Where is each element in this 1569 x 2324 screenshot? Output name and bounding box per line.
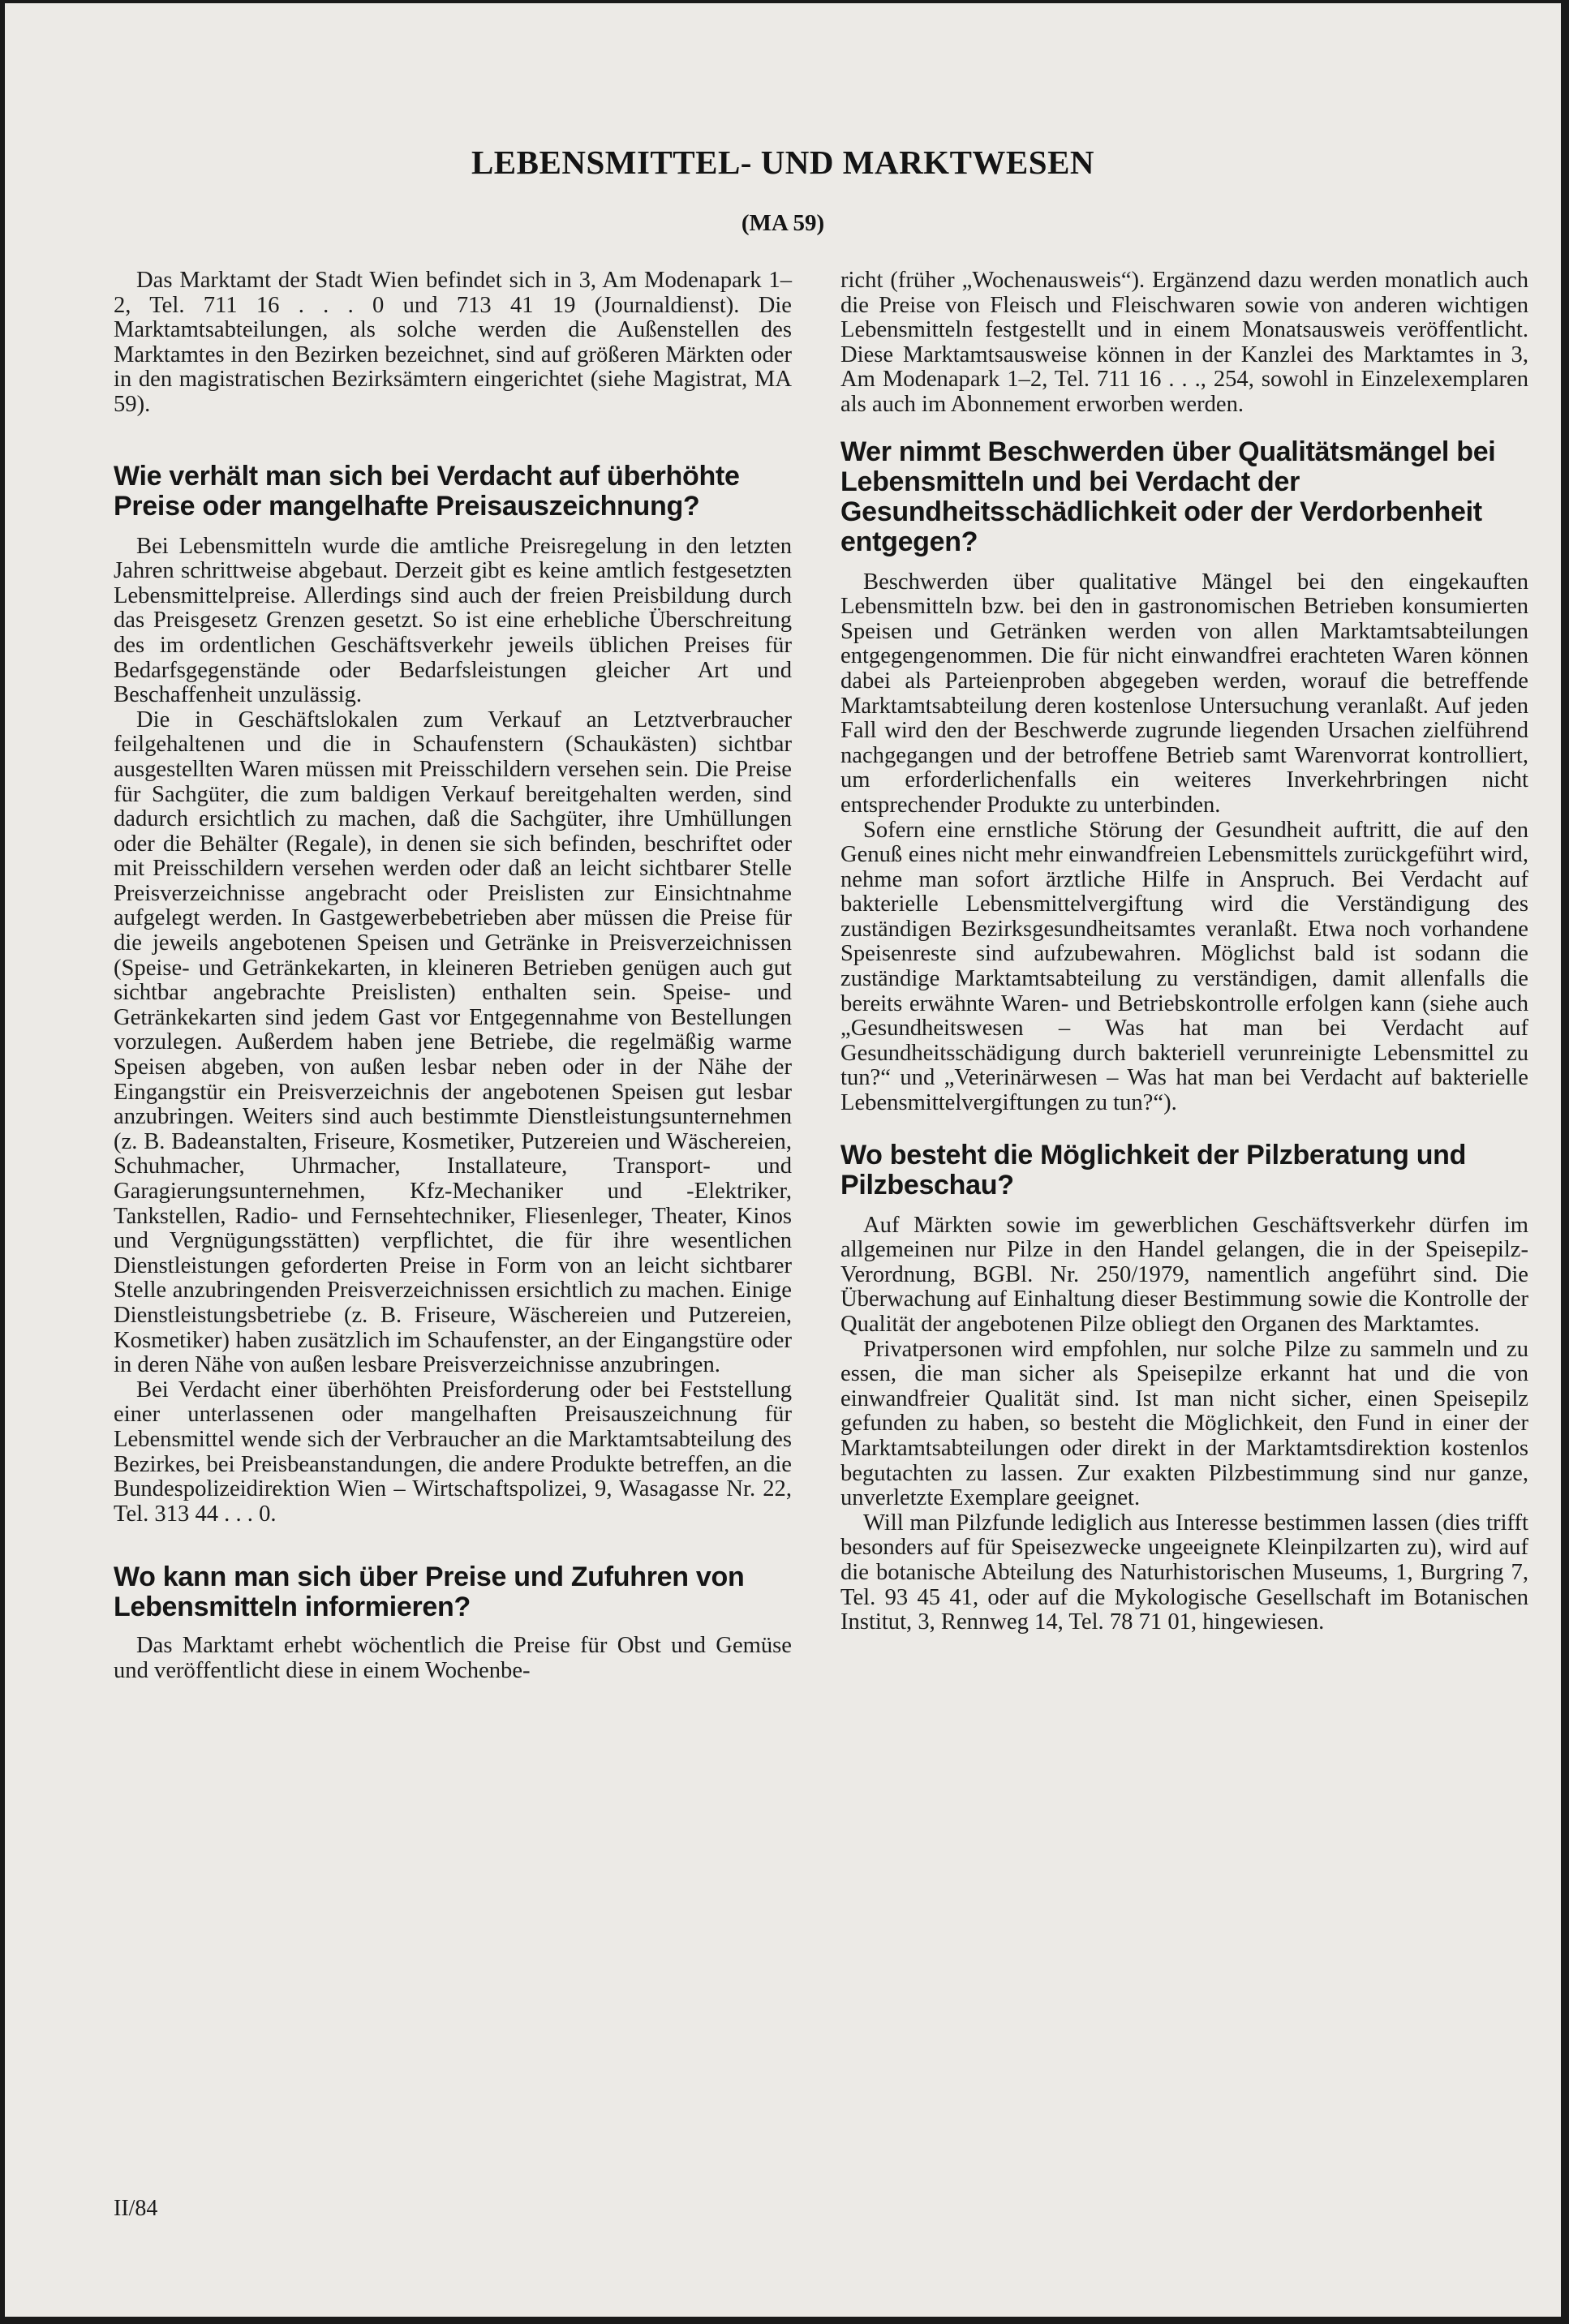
paragraph-price-complaints: Bei Verdacht einer überhöhten Preisforderung oder bei Feststellung einer unterlassenen oder mangelhaften Preisauszeichnung für Lebensmittel wende sich der Verbraucher an die Marktamtsabteilung des Bezirkes, bei Preisbeanstandungen, die andere Produkte betreffen, an die Bundespolizeidirektion Wien – Wirtschaftspolizei, 9, Wasagasse Nr. 22, Tel. 313 44 . . . 0. — [114, 1377, 792, 1527]
paragraph-mushroom-trade: Auf Märkten sowie im gewerblichen Geschäftsverkehr dürfen im allgemeinen nur Pilze in den Handel gelangen, die in der Speisepilz-Verordnung, BGBl. Nr. 250/1979, namentlich angeführt sind. Die Überwachung auf Einhaltung dieser Bestimmung sowie die Kontrolle der Qualität der angebotenen Pilze obliegt den Organen des Marktamtes. — [840, 1212, 1528, 1337]
section-heading-quality-complaints: Wer nimmt Beschwerden über Qualitätsmängel bei Lebensmitteln und bei Verdacht der Gesundheitsschädlichkeit oder der Verdorbenheit entgegen? — [840, 436, 1496, 557]
paragraph-weekly-report-start: Das Marktamt erhebt wöchentlich die Preise für Obst und Gemüse und veröffentlicht diese in einem Wochenbe- — [114, 1633, 792, 1683]
document-page — [5, 3, 1561, 2317]
right-column — [840, 268, 1528, 1635]
page-title: LEBENSMITTEL- UND MARKTWESEN — [471, 144, 1095, 181]
paragraph-mushroom-identification: Will man Pilzfunde lediglich aus Interesse bestimmen lassen (dies trifft besonders auf für Speisezwecke ungeeignete Kleinpilzarten zu), wird auf die botanische Abteilung des Naturhistorischen Museums, 1, Burgring 7, Tel. 93 45 41, oder auf die Mykologische Gesellschaft im Botanischen Institut, 3, Rennweg 14, Tel. 78 71 01, hingewiesen. — [840, 1510, 1528, 1635]
intro-paragraph: Das Marktamt der Stadt Wien befindet sich in 3, Am Modenapark 1–2, Tel. 711 16 . . . 0 und 713 41 19 (Journaldienst). Die Marktamtsabteilungen, als solche werden die Außenstellen des Marktamtes in den Bezirken bezeichnet, sind auf größeren Märkten oder in den magistratischen Bezirksämtern eingerichtet (siehe Magistrat, MA 59). — [114, 268, 792, 417]
paragraph-price-labelling: Die in Geschäftslokalen zum Verkauf an Letztverbraucher feilgehaltenen und die in Schaufenstern (Schaukästen) sichtbar ausgestellten Waren müssen mit Preisschildern versehen sein. Die Preise für Sachgüter, die zum baldigen Verkauf bereitgehalten werden, sind dadurch ersichtlich zu machen, daß die Sachgüter, ihre Umhüllungen oder die Behälter (Regale), in denen sie sich befinden, beschriftet oder mit Preisschildern versehen werden oder daß an leicht sichtbarer Stelle Preisverzeichnisse angebracht oder Preislisten zur Einsichtnahme aufgelegt werden. In Gastgewerbebetrieben aber müssen die Preise für die jeweils angebotenen Speisen und Getränke in Preisverzeichnissen (Speise- und Getränkekarten, in kleineren Betrieben genügen auch gut sichtbar angebrachte Preislisten) enthalten sein. Speise- und Getränkekarten sind jedem Gast vor Entgegennahme von Bestellungen vorzulegen. Außerdem haben jene Betriebe, die regelmäßig warme Speisen abgeben, von außen lesbar neben oder in der Nähe der Eingangstür ein Preisverzeichnis der angebotenen Speisen gut lesbar anzubringen. Weiters sind auch bestimmte Dienstleistungsunternehmen (z. B. Badeanstalten, Friseure, Kosmetiker, Putzereien und Wäschereien, Schuhmacher, Uhrmacher, Installateure, Transport- und Garagierungsunternehmen, Kfz-Mechaniker und -Elektriker, Tankstellen, Radio- und Fernsehtechniker, Fliesenleger, Theater, Kinos und Vergnügungsstätten) verpflichtet, die für ihre wesentlichen Dienstleistungen geforderten Preise in Form von an leicht sichtbarer Stelle anzubringenden Preisverzeichnissen ersichtlich zu machen. Einige Dienstleistungsbetriebe (z. B. Friseure, Wäschereien und Putzereien, Kosmetiker) haben zusätzlich im Schaufenster, an der Eingangstüre oder in deren Nähe von außen lesbare Preisverzeichnisse anzubringen. — [114, 707, 792, 1378]
left-column — [114, 268, 792, 1684]
paragraph-mushroom-private: Privatpersonen wird empfohlen, nur solche Pilze zu sammeln und zu essen, die man sicher als Speisepilze erkannt hat und die von einwandfreier Qualität sind. Ist man nicht sicher, einen Speisepilz gefunden zu haben, so besteht die Möglichkeit, den Fund in einer der Marktamtsabteilungen oder direkt in der Marktamtsdirektion kostenlos begutachten zu lassen. Zur exakten Pilzbestimmung sind nur ganze, unverletzte Exemplare geeignet. — [840, 1336, 1528, 1511]
paragraph-price-regulation: Bei Lebensmitteln wurde die amtliche Preisregelung in den letzten Jahren schrittweise abgebaut. Derzeit gibt es keine amtlich festgesetzten Lebensmittelpreise. Allerdings sind auch der freien Preisbildung durch das Preisgesetz Grenzen gesetzt. So ist eine erhebliche Überschreitung des im ordentlichen Geschäftsverkehr jeweils üblichen Preises für Bedarfsgegenstände oder Bedarfsleistungen gleicher Art und Beschaffenheit unzulässig. — [114, 533, 792, 708]
page-number: II/84 — [114, 2196, 158, 2221]
paragraph-quality-complaints: Beschwerden über qualitative Mängel bei den eingekauften Lebensmitteln bzw. bei den in gastronomischen Betrieben konsumierten Speisen und Getränken werden von allen Marktamtsabteilungen entgegengenommen. Die für nicht einwandfrei erachteten Waren können dabei als Parteienproben abgegeben werden, worauf die betreffende Marktamtsabteilung deren kostenlose Untersuchung veranlaßt. Auf jeden Fall wird den der Beschwerde zugrunde liegenden Ursachen zielführend nachgegangen und der betroffene Betrieb samt Warenvorrat kontrolliert, um erforderlichenfalls ein weiteres Inverkehrbringen nicht entsprechender Produkte zu unterbinden. — [840, 569, 1528, 818]
section-heading-price-info: Wo kann man sich über Preise und Zufuhren von Lebensmitteln informieren? — [114, 1562, 745, 1623]
paragraph-health-incident: Sofern eine ernstliche Störung der Gesundheit auftritt, die auf den Genuß eines nicht mehr einwandfreien Lebensmittels zurückgeführt wird, nehme man sofort ärztliche Hilfe in Anspruch. Bei Verdacht auf bakterielle Lebensmittelvergiftung wird die Verständigung des zuständigen Bezirksgesundheitsamtes veranlaßt. Etwa noch vorhandene Speisenreste sind aufzubewahren. Möglichst bald ist sodann die zuständige Marktamtsabteilung zu verständigen, damit allenfalls die bereits erwähnte Waren- und Betriebskontrolle erfolgen kann (siehe auch „Gesundheitswesen – Was hat man bei Verdacht auf Gesundheitsschädigung durch bakteriell verunreinigte Lebensmittel zu tun?“ und „Veterinärwesen – Was hat man bei Verdacht auf bakterielle Lebensmittelvergiftungen zu tun?“). — [840, 817, 1528, 1116]
page-subtitle: (MA 59) — [741, 210, 825, 236]
section-heading-prices: Wie verhält man sich bei Verdacht auf überhöhte Preise oder mangelhafte Preisauszeichnung? — [114, 460, 740, 522]
paragraph-weekly-report-cont: richt (früher „Wochenausweis“). Ergänzend dazu werden monatlich auch die Preise von Fleisch und Fleischwaren sowie von anderen wichtigen Lebensmitteln festgestellt und in einem Monatsausweis veröffentlicht. Diese Marktamtsausweise können in der Kanzlei des Marktamtes in 3, Am Modenapark 1–2, Tel. 711 16 . . ., 254, sowohl in Einzelexemplaren als auch im Abonnement erworben werden. — [840, 268, 1528, 417]
section-heading-mushroom-advice: Wo besteht die Möglichkeit der Pilzberatung und Pilzbeschau? — [840, 1139, 1467, 1201]
